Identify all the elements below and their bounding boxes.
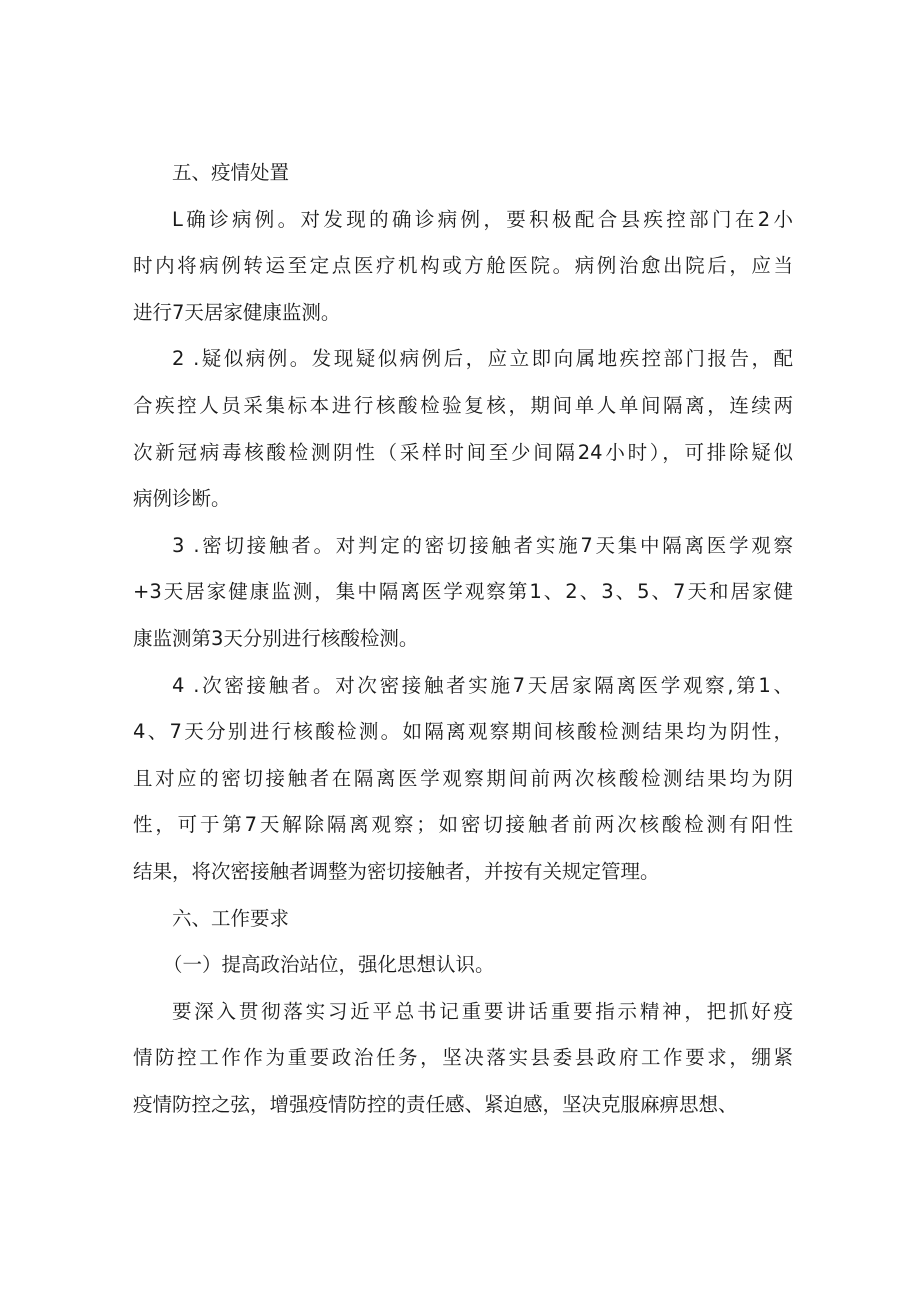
paragraph-line: 要深入贯彻落实习近平总书记重要讲话重要指示精神，把抓好疫 bbox=[172, 999, 793, 1023]
paragraph-line: 性，可于第7天解除隔离观察；如密切接触者前两次核酸检测有阳性 bbox=[133, 813, 793, 837]
paragraph-line: 且对应的密切接触者在隔离医学观察期间前两次核酸检测结果均为阴 bbox=[133, 766, 793, 790]
subsection-heading-subheading-1 bbox=[133, 942, 793, 989]
paragraph-line: 疫情防控之弦，增强疫情防控的责任感、紧迫感，坚决克服麻痹思想、 bbox=[133, 1092, 738, 1116]
paragraph-line: L确诊病例。对发现的确诊病例，要积极配合县疾控部门在2小 bbox=[172, 207, 793, 231]
section-heading-heading-6 bbox=[133, 896, 793, 943]
paragraph-line: 进行7天居家健康监测。 bbox=[133, 300, 341, 324]
paragraph-item-2 bbox=[133, 336, 793, 522]
paragraph-line: 2 .疑似病例。发现疑似病例后，应立即向属地疾控部门报告，配 bbox=[172, 347, 793, 371]
document-body bbox=[133, 150, 793, 1128]
paragraph-item-4 bbox=[133, 663, 793, 896]
paragraph-line: +3天居家健康监测，集中隔离医学观察第1、2、3、5、7天和居家健 bbox=[133, 580, 793, 604]
paragraph-line: 4 .次密接触者。对次密接触者实施7天居家隔离医学观察,第1、 bbox=[172, 673, 793, 697]
paragraph-line: 时内将病例转运至定点医疗机构或方舱医院。病例治愈出院后，应当 bbox=[133, 254, 793, 278]
heading-text: 五、疫情处置 bbox=[172, 161, 290, 184]
paragraph-para-1 bbox=[133, 989, 793, 1129]
paragraph-line: 情防控工作作为重要政治任务，坚决落实县委县政府工作要求，绷紧 bbox=[133, 1046, 793, 1070]
heading-text: 六、工作要求 bbox=[172, 906, 290, 930]
paragraph-line: 病例诊断。 bbox=[133, 487, 231, 511]
paragraph-line: 合疾控人员采集标本进行核酸检验复核，期间单人单间隔离，连续两 bbox=[133, 393, 793, 417]
section-heading-heading-5 bbox=[133, 150, 793, 197]
heading-text: （一）提高政治站位，强化思想认识。 bbox=[163, 953, 495, 977]
paragraph-line: 3 .密切接触者。对判定的密切接触者实施7天集中隔离医学观察 bbox=[172, 533, 793, 557]
paragraph-line: 次新冠病毒核酸检测阴性（采样时间至少间隔24小时），可排除疑似 bbox=[133, 440, 793, 464]
paragraph-item-1 bbox=[133, 197, 793, 337]
paragraph-line: 4、7天分别进行核酸检测。如隔离观察期间核酸检测结果均为阴性， bbox=[133, 720, 793, 744]
paragraph-item-3 bbox=[133, 523, 793, 663]
paragraph-line: 结果，将次密接触者调整为密切接触者，并按有关规定管理。 bbox=[133, 859, 660, 883]
paragraph-line: 康监测第3天分别进行核酸检测。 bbox=[133, 626, 419, 650]
